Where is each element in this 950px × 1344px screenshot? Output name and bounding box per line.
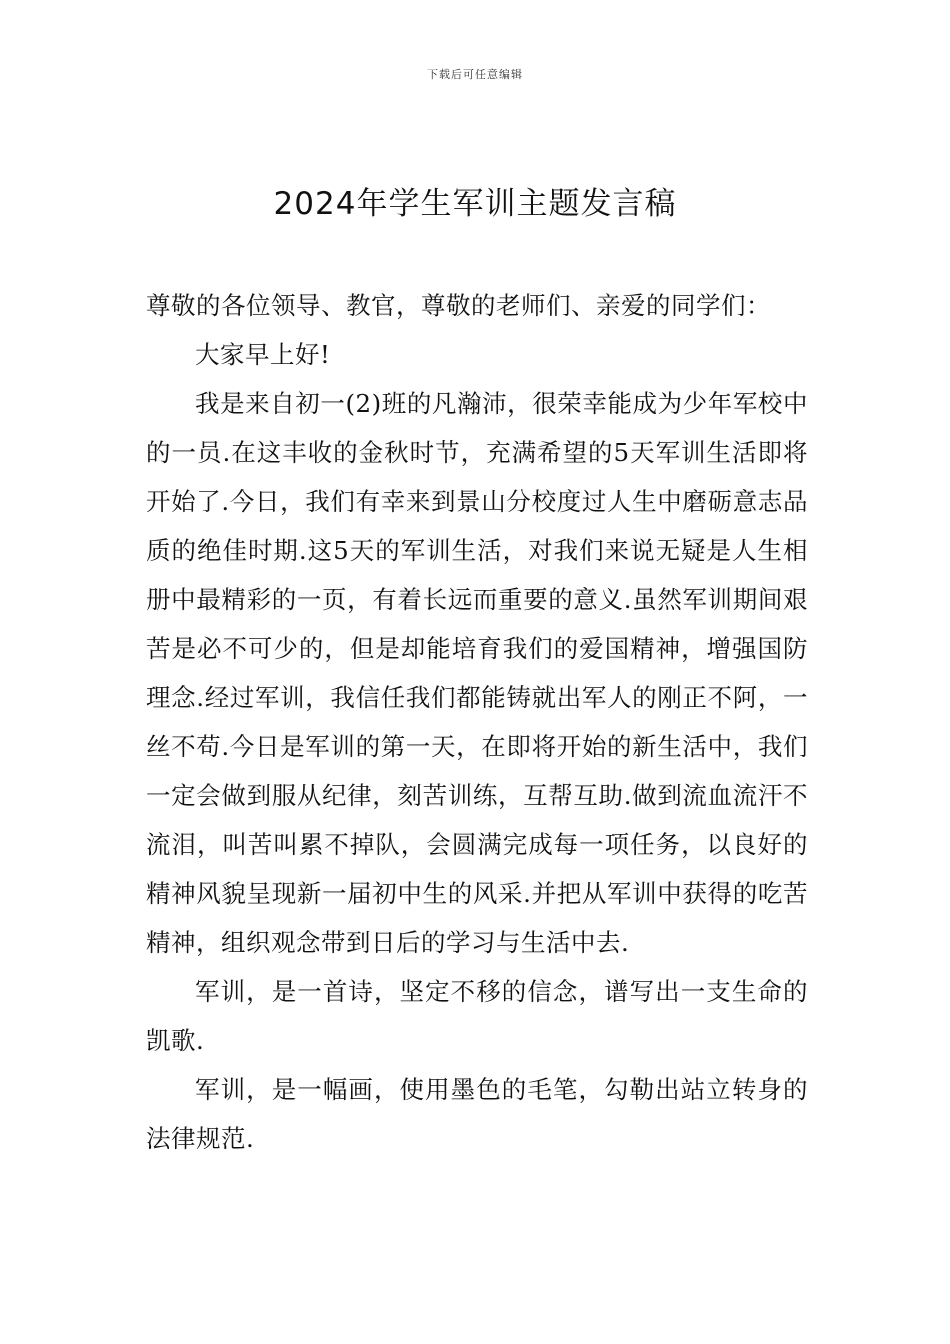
document-body bbox=[146, 281, 808, 1163]
header-note: 下载后可任意编辑 bbox=[427, 68, 523, 81]
paragraph-greeting: 大家早上好! bbox=[195, 340, 331, 369]
salutation: 尊敬的各位领导、教官，尊敬的老师们、亲爱的同学们： bbox=[146, 291, 771, 320]
document-title: 2024年学生军训主题发言稿 bbox=[273, 186, 677, 222]
paragraph-poem: 军训，是一首诗，坚定不移的信念，谱写出一支生命的凯歌. bbox=[146, 977, 808, 1055]
paragraph-painting: 军训，是一幅画，使用墨色的毛笔，勾勒出站立转身的法律规范. bbox=[146, 1075, 808, 1153]
paragraph-introduction: 我是来自初一(2)班的凡瀚沛，很荣幸能成为少年军校中的一员.在这丰收的金秋时节，充满希望的5天军训生活即将开始了.今日，我们有幸来到景山分校度过人生中磨砺意志品质的绝佳时期.这5天的军训生活，对我们来说无疑是人生相册中最精彩的一页，有着长远而重要的意义.虽然军训期间艰苦是必不可少的，但是却能培育我们的爱国精神，增强国防理念.经过军训，我信任我们都能铸就出军人的刚正不阿，一丝不苟.今日是军训的第一天，在即将开始的新生活中，我们一定会做到服从纪律，刻苦训练，互帮互助.做到流血流汗不流泪，叫苦叫累不掉队，会圆满完成每一项任务，以良好的精神风貌呈现新一届初中生的风采.并把从军训中获得的吃苦精神，组织观念带到日后的学习与生活中去. bbox=[146, 389, 808, 957]
